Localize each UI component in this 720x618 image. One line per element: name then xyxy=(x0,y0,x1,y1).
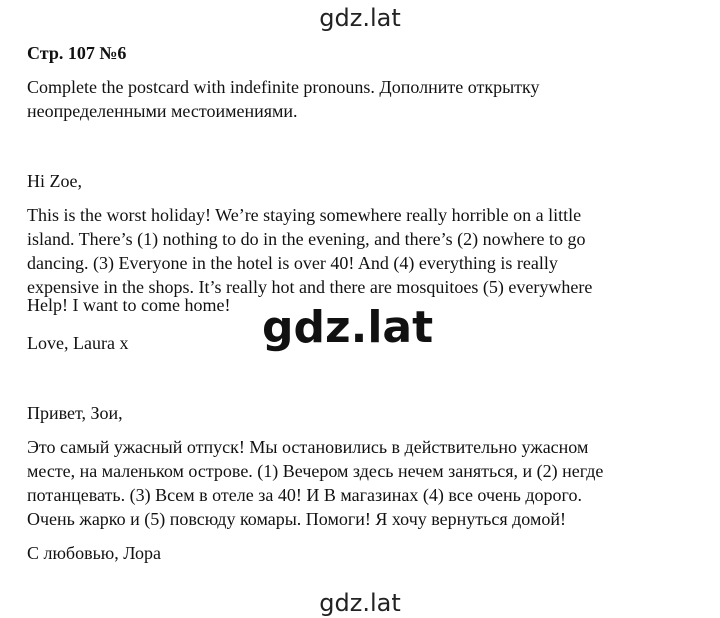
english-greeting: Hi Zoe, xyxy=(27,171,82,191)
russian-greeting: Привет, Зои, xyxy=(27,403,123,423)
page-heading: Стр. 107 №6 xyxy=(27,43,127,63)
english-signoff: Love, Laura x xyxy=(27,333,129,353)
instructions-line: Complete the postcard with indefinite pronouns. Дополните открытку xyxy=(27,77,540,97)
english-body-line: island. There’s (1) nothing to do in the evening, and there’s (2) nowhere to go xyxy=(27,229,586,249)
watermark-top: gdz.lat xyxy=(319,4,401,32)
watermark-middle: gdz.lat xyxy=(262,302,434,353)
russian-body-line: потанцевать. (3) Всем в отеле за 40! И В магазинах (4) все очень дорого. xyxy=(27,485,582,505)
russian-signoff: С любовью, Лора xyxy=(27,543,161,563)
russian-body-line: месте, на маленьком острове. (1) Вечером здесь нечем заняться, и (2) негде xyxy=(27,461,604,481)
russian-body-line: Очень жарко и (5) повсюду комары. Помоги! Я хочу вернуться домой! xyxy=(27,509,566,529)
watermark-bottom: gdz.lat xyxy=(319,589,401,617)
english-body-line: This is the worst holiday! We’re staying somewhere really horrible on a little xyxy=(27,205,582,225)
russian-body-line: Это самый ужасный отпуск! Мы остановились в действительно ужасном xyxy=(27,437,589,457)
english-body-line: expensive in the shops. It’s really hot and there are mosquitoes (5) everywhere xyxy=(27,277,593,297)
russian-body xyxy=(27,435,603,531)
instructions-line: неопределенными местоимениями. xyxy=(27,101,298,121)
english-body-line: dancing. (3) Everyone in the hotel is over 40! And (4) everything is really xyxy=(27,253,558,273)
instructions xyxy=(27,75,540,123)
english-body-line: Help! I want to come home! xyxy=(27,295,231,315)
